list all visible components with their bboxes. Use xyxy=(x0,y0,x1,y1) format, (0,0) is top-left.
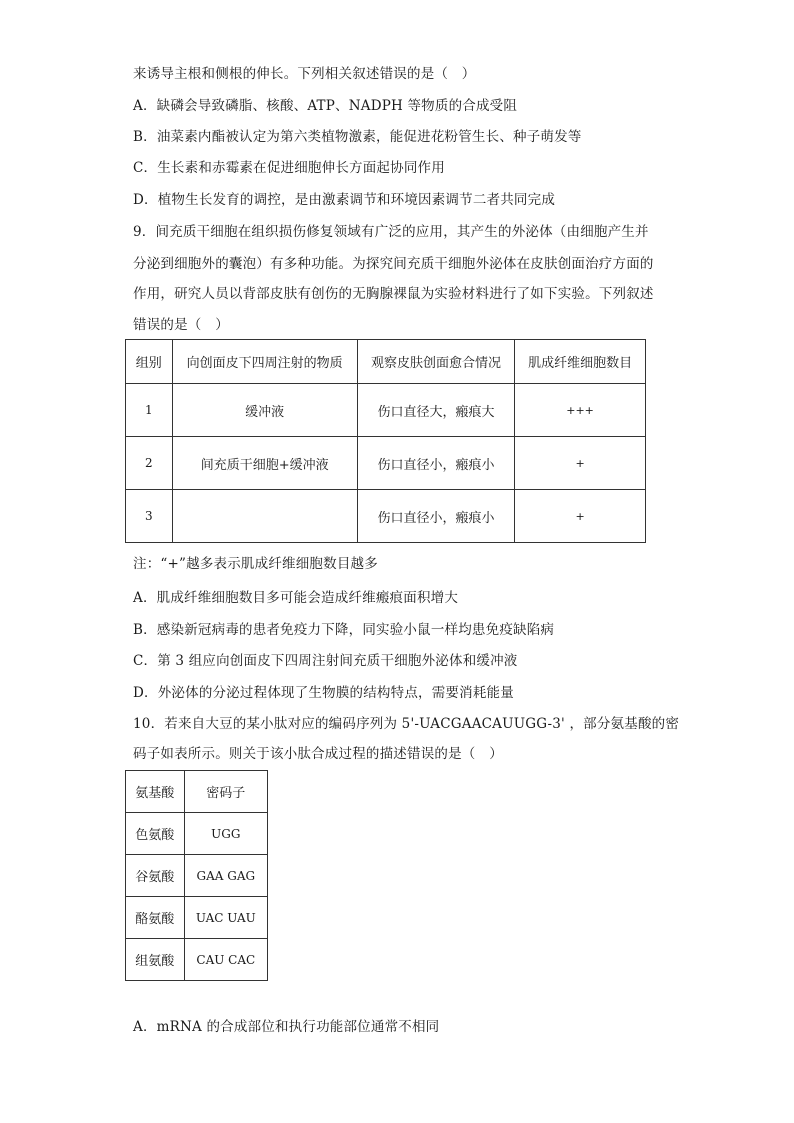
q9-stem-line-1: 9．间充质干细胞在组织损伤修复领域有广泛的应用，其产生的外泌体（由细胞产生并 xyxy=(133,224,649,240)
q8-option-c: C．生长素和赤霉素在促进细胞伸长方面起协同作用 xyxy=(133,160,445,176)
healing-cell: 伤口直径小，瘢痕小 xyxy=(357,490,514,543)
table-header-row xyxy=(126,340,646,384)
q9-stem-line-3: 作用，研究人员以背部皮肤有创伤的无胸腺裸鼠为实验材料进行了如下实验。下列叙述 xyxy=(133,286,654,302)
codon-cell: UGG xyxy=(184,813,267,855)
q8-option-b: B．油菜素内酯被认定为第六类植物激素，能促进花粉管生长、种子萌发等 xyxy=(133,129,582,145)
q9-stem-line-2: 分泌到细胞外的囊泡）有多种功能。为探究间充质干细胞外泌体在皮肤创面治疗方面的 xyxy=(133,256,654,272)
table-row xyxy=(126,897,268,939)
q8-stem-tail: 来诱导主根和侧根的伸长。下列相关叙述错误的是（ ） xyxy=(133,66,476,82)
healing-cell: 伤口直径大，瘢痕大 xyxy=(357,384,514,437)
q9-option-b: B．感染新冠病毒的患者免疫力下降，同实验小鼠一样均患免疫缺陷病 xyxy=(133,622,555,638)
q10-stem-line-2: 码子如表所示。则关于该小肽合成过程的描述错误的是（ ） xyxy=(133,746,503,762)
codon-cell: GAA GAG xyxy=(184,855,267,897)
cell-count-cell: +++ xyxy=(515,384,646,437)
healing-cell: 伤口直径小，瘢痕小 xyxy=(357,437,514,490)
header-codon: 密码子 xyxy=(184,771,267,813)
header-amino-acid: 氨基酸 xyxy=(126,771,185,813)
table-row xyxy=(126,437,646,490)
cell-count-cell: + xyxy=(515,490,646,543)
group-cell: 1 xyxy=(126,384,173,437)
q9-option-d: D．外泌体的分泌过程体现了生物膜的结构特点，需要消耗能量 xyxy=(133,685,514,701)
amino-acid-cell: 组氨酸 xyxy=(126,939,185,981)
substance-cell xyxy=(172,490,357,543)
header-cell-count: 肌成纤维细胞数目 xyxy=(515,340,646,384)
cell-count-cell: + xyxy=(515,437,646,490)
q10-option-a: A．mRNA 的合成部位和执行功能部位通常不相同 xyxy=(133,1019,440,1035)
substance-cell: 缓冲液 xyxy=(172,384,357,437)
q9-stem-line-4: 错误的是（ ） xyxy=(133,317,229,333)
table-row xyxy=(126,939,268,981)
table-row xyxy=(126,855,268,897)
header-healing: 观察皮肤创面愈合情况 xyxy=(357,340,514,384)
q10-codon-table xyxy=(125,770,268,981)
q8-option-a: A．缺磷会导致磷脂、核酸、ATP、NADPH 等物质的合成受阻 xyxy=(133,98,518,114)
q10-stem-line-1: 10．若来自大豆的某小肽对应的编码序列为 5'-UACGAACAUUGG-3' ，部分氨基酸的密 xyxy=(133,716,680,732)
table-row xyxy=(126,384,646,437)
header-group: 组别 xyxy=(126,340,173,384)
q8-option-d: D．植物生长发育的调控，是由激素调节和环境因素调节二者共同完成 xyxy=(133,192,556,208)
table-row xyxy=(126,490,646,543)
table-header-row xyxy=(126,771,268,813)
table-row xyxy=(126,813,268,855)
q9-option-c: C．第 3 组应向创面皮下四周注射间充质干细胞外泌体和缓冲液 xyxy=(133,653,518,669)
q9-table-note: 注：“+”越多表示肌成纤维细胞数目越多 xyxy=(133,556,378,572)
codon-cell: UAC UAU xyxy=(184,897,267,939)
q9-option-a: A．肌成纤维细胞数目多可能会造成纤维瘢痕面积增大 xyxy=(133,590,459,606)
codon-cell: CAU CAC xyxy=(184,939,267,981)
group-cell: 2 xyxy=(126,437,173,490)
group-cell: 3 xyxy=(126,490,173,543)
substance-cell: 间充质干细胞+缓冲液 xyxy=(172,437,357,490)
amino-acid-cell: 谷氨酸 xyxy=(126,855,185,897)
header-substance: 向创面皮下四周注射的物质 xyxy=(172,340,357,384)
amino-acid-cell: 色氨酸 xyxy=(126,813,185,855)
q9-experiment-table xyxy=(125,339,646,543)
amino-acid-cell: 酪氨酸 xyxy=(126,897,185,939)
